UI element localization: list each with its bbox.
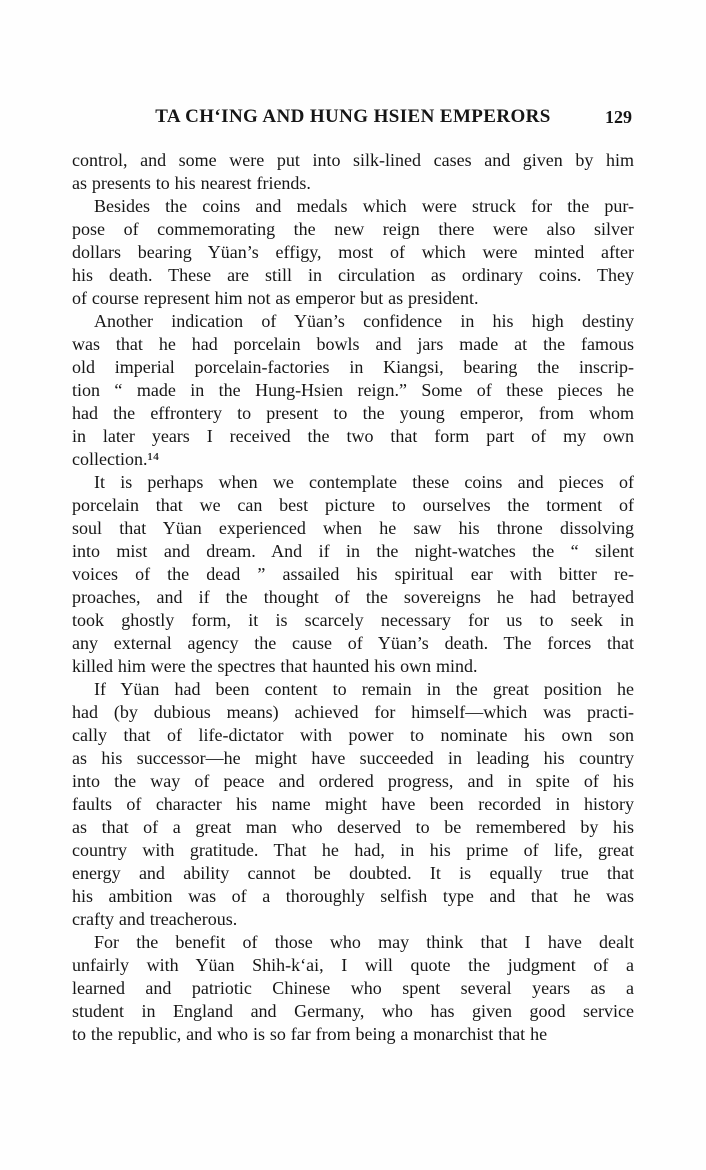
- text-line: was that he had porcelain bowls and jars made at the famous: [72, 334, 634, 354]
- text-line: unfairly with Yüan Shih-k‘ai, I will quote the judgment of a: [72, 955, 634, 975]
- text-line: into the way of peace and ordered progress, and in spite of his: [72, 771, 634, 791]
- page-body: [72, 149, 634, 1046]
- text-line: into mist and dream. And if in the night-watches the “ silent: [72, 541, 634, 561]
- text-line: dollars bearing Yüan’s effigy, most of which were minted after: [72, 242, 634, 262]
- paragraph: [72, 195, 634, 310]
- text-line: Another indication of Yüan’s confidence in his high destiny: [94, 311, 634, 331]
- text-line: his death. These are still in circulation as ordinary coins. They: [72, 265, 634, 285]
- text-line: took ghostly form, it is scarcely necessary for us to seek in: [72, 610, 634, 630]
- text-line: of course represent him not as emperor but as president.: [72, 288, 479, 308]
- text-line: his ambition was of a thoroughly selfish type and that he was: [72, 886, 634, 906]
- text-line: any external agency the cause of Yüan’s death. The forces that: [72, 633, 634, 653]
- text-line: killed him were the spectres that haunted his own mind.: [72, 656, 478, 676]
- text-line: proaches, and if the thought of the sovereigns he had betrayed: [72, 587, 634, 607]
- text-line: learned and patriotic Chinese who spent several years as a: [72, 978, 634, 998]
- page-number: 129: [605, 107, 632, 127]
- text-line: faults of character his name might have been recorded in history: [72, 794, 634, 814]
- text-line: old imperial porcelain-factories in Kiangsi, bearing the inscrip-: [72, 357, 634, 377]
- text-line: For the benefit of those who may think that I have dealt: [94, 932, 634, 952]
- text-line: If Yüan had been content to remain in the great position he: [94, 679, 634, 699]
- text-line: control, and some were put into silk-lined cases and given by him: [72, 150, 634, 170]
- text-line: to the republic, and who is so far from being a monarchist that he: [72, 1024, 548, 1044]
- text-line: soul that Yüan experienced when he saw his throne dissolving: [72, 518, 634, 538]
- paragraph: [72, 678, 634, 931]
- text-line: collection.¹⁴: [72, 449, 160, 469]
- paragraph: [72, 931, 634, 1046]
- text-line: as presents to his nearest friends.: [72, 173, 311, 193]
- paragraph: [72, 310, 634, 471]
- text-line: It is perhaps when we contemplate these coins and pieces of: [94, 472, 634, 492]
- text-line: country with gratitude. That he had, in his prime of life, great: [72, 840, 634, 860]
- text-line: had (by dubious means) achieved for himself—which was practi-: [72, 702, 634, 722]
- text-line: as his successor—he might have succeeded in leading his country: [72, 748, 634, 768]
- text-line: Besides the coins and medals which were struck for the pur-: [94, 196, 634, 216]
- text-line: tion “ made in the Hung-Hsien reign.” Some of these pieces he: [72, 380, 634, 400]
- paragraph: [72, 471, 634, 678]
- text-line: had the effrontery to present to the young emperor, from whom: [72, 403, 634, 423]
- running-title: TA CH‘ING AND HUNG HSIEN EMPERORS: [155, 106, 551, 127]
- text-line: porcelain that we can best picture to ourselves the torment of: [72, 495, 634, 515]
- paragraph: [72, 149, 634, 195]
- text-line: pose of commemorating the new reign there were also silver: [72, 219, 634, 239]
- text-line: cally that of life-dictator with power to nominate his own son: [72, 725, 634, 745]
- text-line: in later years I received the two that form part of my own: [72, 426, 634, 446]
- text-line: as that of a great man who deserved to be remembered by his: [72, 817, 634, 837]
- text-line: student in England and Germany, who has given good service: [72, 1001, 634, 1021]
- text-line: voices of the dead ” assailed his spiritual ear with bitter re-: [72, 564, 634, 584]
- text-line: energy and ability cannot be doubted. It is equally true that: [72, 863, 634, 883]
- page-header: [72, 106, 634, 130]
- text-line: crafty and treacherous.: [72, 909, 238, 929]
